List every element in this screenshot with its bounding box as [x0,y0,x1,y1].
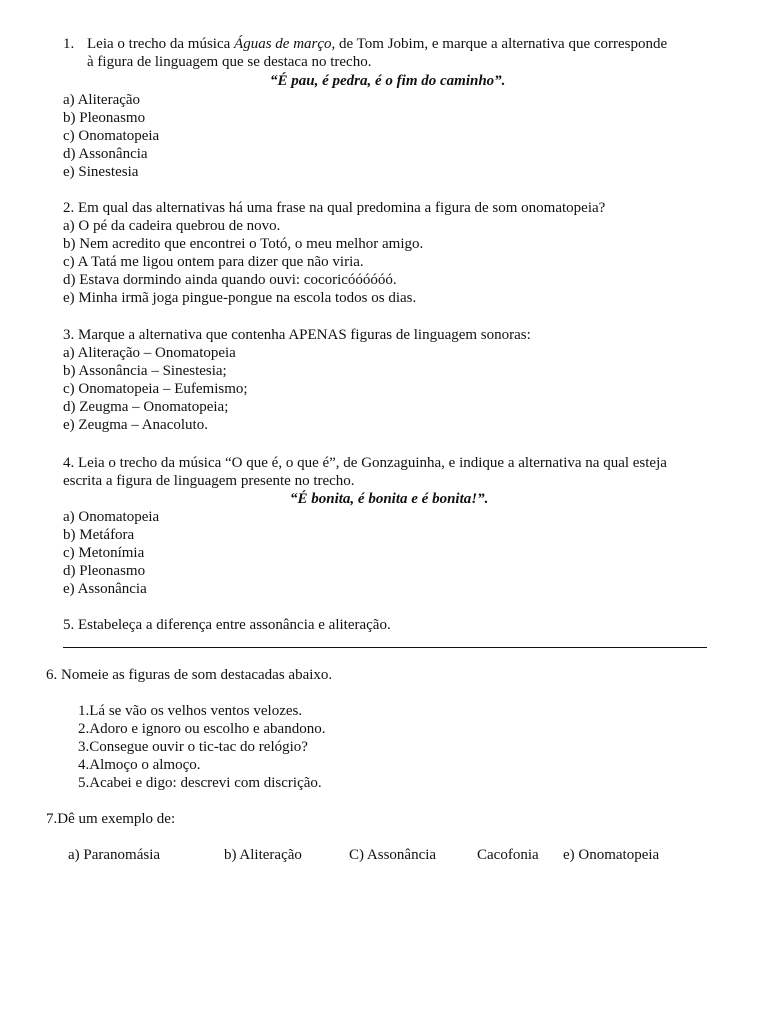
q4-option-a: a) Onomatopeia [63,509,160,525]
q3-option-a: a) Aliteração – Onomatopeia [63,345,236,361]
q5-answer-line[interactable] [63,647,707,648]
q4-prompt-line2: escrita a figura de linguagem presente no trecho. [63,473,355,489]
q4-option-d: d) Pleonasmo [63,563,146,579]
q6-item-1: 1.Lá se vão os velhos ventos velozes. [78,703,303,719]
q1-option-d: d) Assonância [63,146,148,162]
q3-option-e: e) Zeugma – Anacoluto. [63,417,208,433]
q4-option-b: b) Metáfora [63,527,135,543]
q6-item-3: 3.Consegue ouvir o tic-tac do relógio? [78,739,308,755]
q3-option-b: b) Assonância – Sinestesia; [63,363,227,379]
q1-option-e: e) Sinestesia [63,164,139,180]
q1-prompt-part-a: Leia o trecho da música [87,36,235,52]
q1-prompt-line1 [87,35,667,53]
q2-option-b: b) Nem acredito que encontrei o Totó, o meu melhor amigo. [63,236,424,252]
q7-item-paranomasia: a) Paranomásia [68,847,161,863]
q3-prompt: 3. Marque a alternativa que contenha APENAS figuras de linguagem sonoras: [63,327,531,343]
q2-option-e: e) Minha irmã joga pingue-pongue na escola todos os dias. [63,290,417,306]
q1-option-b: b) Pleonasmo [63,110,146,126]
q2-prompt: 2. Em qual das alternativas há uma frase na qual predomina a figura de som onomatopeia? [63,200,606,216]
q4-option-e: e) Assonância [63,581,147,597]
q4-prompt-line1: 4. Leia o trecho da música “O que é, o que é”, de Gonzaguinha, e indique a alternativa na qual esteja [63,455,667,471]
q7-item-onomatopeia: e) Onomatopeia [563,847,660,863]
q7-prompt: 7.Dê um exemplo de: [46,811,176,827]
q6-item-5: 5.Acabei e digo: descrevi com discrição. [78,775,322,791]
q1-prompt-line2: à figura de linguagem que se destaca no trecho. [87,54,372,70]
q1-prompt-part-b: , de Tom Jobim, e marque a alternativa que corresponde [331,36,668,52]
q1-option-c: c) Onomatopeia [63,128,160,144]
q2-option-a: a) O pé da cadeira quebrou de novo. [63,218,281,234]
q7-item-cacofonia: Cacofonia [477,847,539,863]
q7-item-assonancia: C) Assonância [349,847,437,863]
q3-option-d: d) Zeugma – Onomatopeia; [63,399,229,415]
q7-item-aliteracao: b) Aliteração [224,847,302,863]
q6-item-2: 2.Adoro e ignoro ou escolho e abandono. [78,721,326,737]
q5-prompt: 5. Estabeleça a diferença entre assonância e aliteração. [63,617,391,633]
q2-option-d: d) Estava dormindo ainda quando ouvi: cocoricóóóóóó. [63,272,397,288]
q4-option-c: c) Metonímia [63,545,145,561]
q1-number: 1. [63,36,75,52]
q1-option-a: a) Aliteração [63,92,141,108]
q3-option-c: c) Onomatopeia – Eufemismo; [63,381,248,397]
q2-option-c: c) A Tatá me ligou ontem para dizer que não viria. [63,254,364,270]
q6-item-4: 4.Almoço o almoço. [78,757,201,773]
q1-quote: “É pau, é pedra, é o fim do caminho”. [270,73,506,89]
q6-prompt: 6. Nomeie as figuras de som destacadas abaixo. [46,667,333,683]
q1-song-title: Águas de março [234,36,332,52]
q4-quote: “É bonita, é bonita e é bonita!”. [290,491,489,507]
